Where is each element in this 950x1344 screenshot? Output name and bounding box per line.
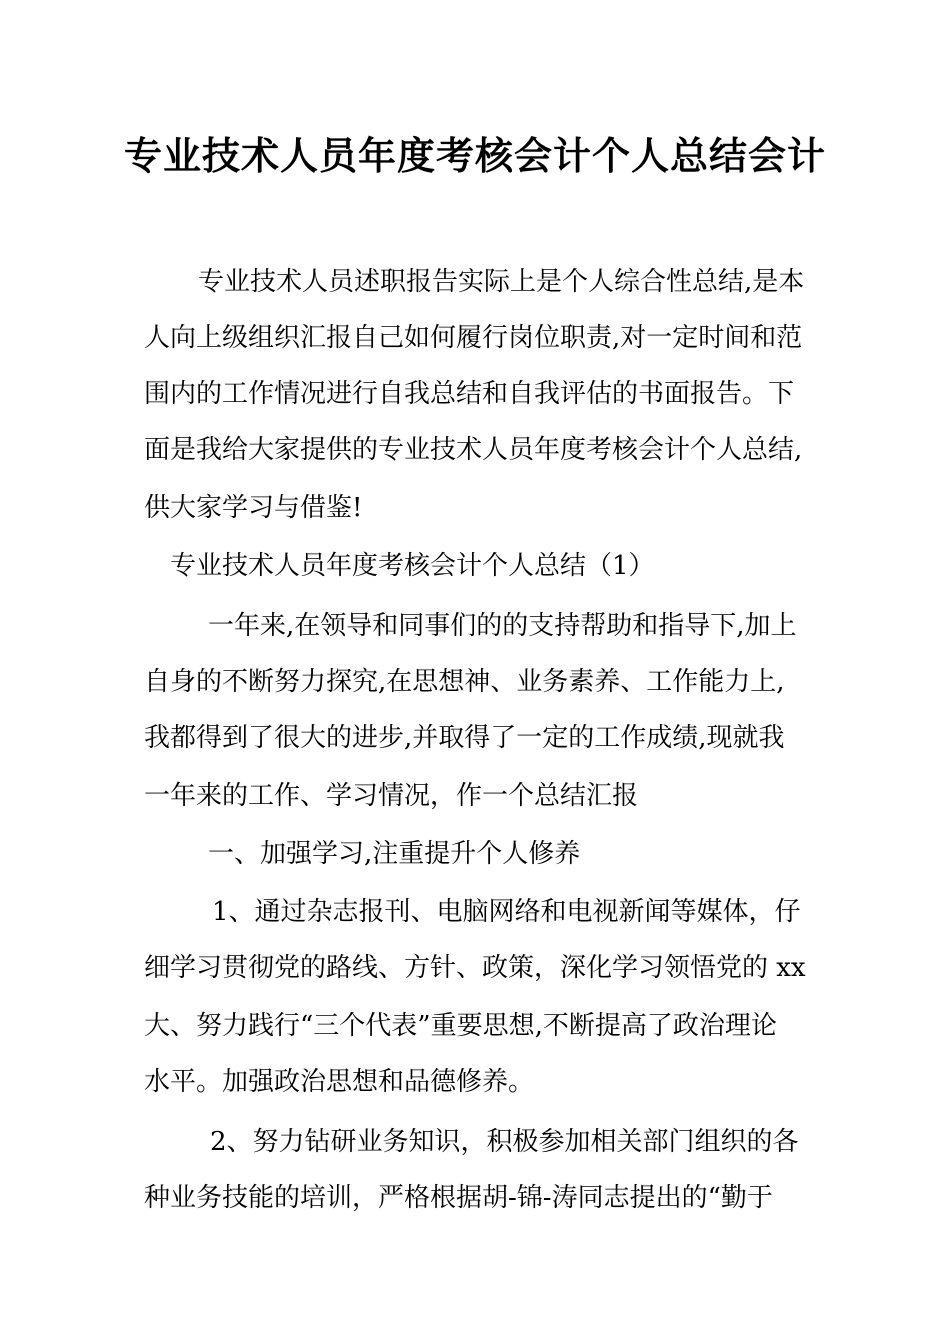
body-line: 自身的不断努力探究,在思想神、业务素养、工作能力上, [144,667,785,697]
body-line: 种业务技能的培训，严格根据胡-锦-涛同志提出的“勤于 [144,1183,773,1213]
body-line: 专业技术人员述职报告实际上是个人综合性总结,是本 [198,267,805,297]
subsection-heading: 一、加强学习,注重提升个人修养 [208,839,581,869]
body-line: 2、努力钻研业务知识，积极参加相关部门组织的各 [210,1127,799,1157]
body-line: 水平。加强政治思想和品德修养。 [144,1067,535,1097]
body-line: 大、努力践行“三个代表”重要思想,不断提高了政治理论 [144,1011,777,1041]
body-line: 一年来,在领导和同事们的的支持帮助和指导下,加上 [208,611,797,641]
body-line: 供大家学习与借鉴! [144,493,363,523]
body-line: 1、通过杂志报刊、电脑网络和电视新闻等媒体，仔 [212,897,801,927]
body-line: 一年来的工作、学习情况，作一个总结汇报 [144,781,639,811]
body-line: 面是我给大家提供的专业技术人员年度考核会计个人总结, [144,435,803,465]
body-line: 人向上级组织汇报自己如何履行岗位职责,对一定时间和范 [144,323,803,353]
section-heading: 专业技术人员年度考核会计个人总结（1） [170,551,655,581]
body-line: 围内的工作情况进行自我总结和自我评估的书面报告。下 [144,379,795,409]
document-title: 专业技术人员年度考核会计个人总结会计 [123,134,826,178]
body-line: 我都得到了很大的进步,并取得了一定的工作成绩,现就我 [144,723,785,753]
body-line: 细学习贯彻党的路线、方针、政策，深化学习领悟党的 xx [144,953,806,983]
